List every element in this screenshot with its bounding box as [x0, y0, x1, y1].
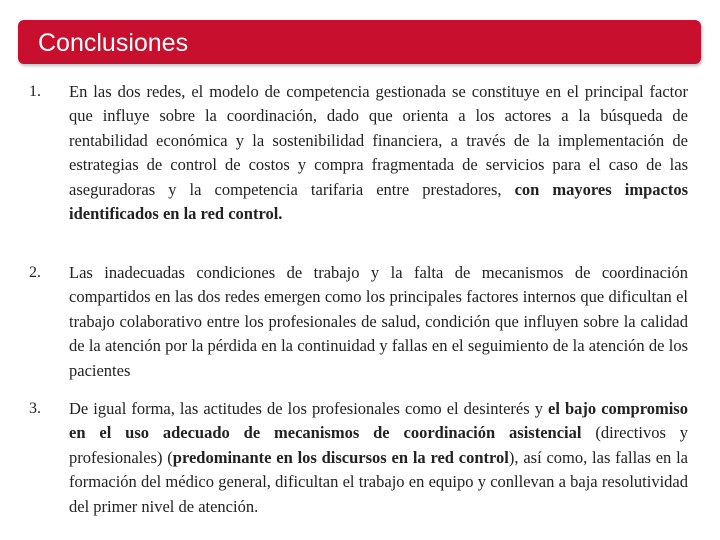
bold-segment: con mayores impactos identificados en la red control.	[69, 179, 688, 224]
page-title: Conclusiones	[38, 29, 189, 57]
item-number: 2.	[29, 264, 41, 281]
text-segment: De igual forma, las actitudes de los profesionales como el desinterés y	[69, 399, 549, 418]
item-text	[69, 397, 688, 519]
title-banner	[18, 20, 701, 64]
text-segment: En las dos redes, el modelo de competencia gestionada se constituye en el principal factor que influye sobre la coordinación, dado que orienta a los actores a la búsqueda de rentabilidad económica y la sostenibilidad financiera, a través de la implementación de estrategias de control de costos y compra fragmentada de servicios para el caso de las aseguradoras y la competencia tarifaria entre prestadores,	[69, 82, 688, 199]
text-segment: (directivos y profesionales) (	[69, 423, 688, 467]
bold-segment: el bajo compromiso en el uso adecuado de mecanismos de coordinación asistencial	[69, 399, 688, 443]
item-number: 3.	[29, 400, 41, 417]
item-text	[69, 261, 688, 383]
text-segment: ), así como, las fallas en la formación del médico general, dificultan el trabajo en equipo y conllevan a baja resolutividad del primer nivel de atención.	[69, 447, 688, 516]
item-text	[69, 80, 688, 226]
text-segment: Las inadecuadas condiciones de trabajo y la falta de mecanismos de coordinación compartidos en las dos redes emergen como los principales factores internos que dificultan el trabajo colaborativo entre los profesionales de salud, condición que influyen sobre la calidad de la atención por la pérdida en la continuidad y fallas en el seguimiento de la atención de los pacientes	[69, 263, 688, 380]
item-number: 1.	[29, 83, 41, 100]
bold-segment: predominante en los discursos en la red control	[172, 447, 509, 467]
